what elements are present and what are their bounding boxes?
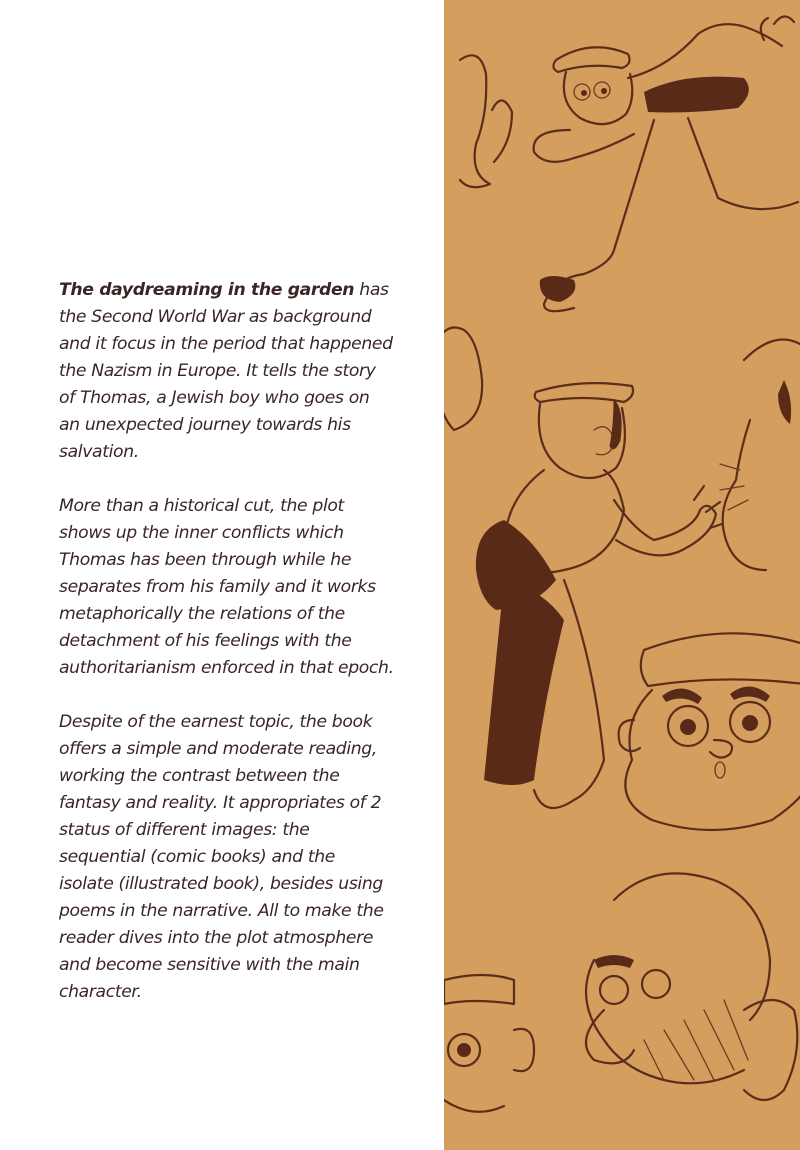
partial-boy-face-sketch bbox=[444, 975, 534, 1112]
paragraph-intro bbox=[59, 277, 394, 466]
boy-face-sketch bbox=[619, 633, 800, 830]
sketch-drawing bbox=[444, 0, 800, 1150]
book-title: The daydreaming in the garden bbox=[59, 280, 355, 300]
paragraph-intro-text: has the Second World War as background and it focus in the period that happened the Nazism in Europe. It tells the story of Thomas, a Jewish boy who goes on an unexpected journey towards his salvation. bbox=[59, 280, 393, 462]
running-boy-sketch bbox=[460, 16, 798, 311]
paragraph-style: Despite of the earnest topic, the book offers a simple and moderate reading, working the contrast between the fantasy and reality. It appropriates of 2 status of different images: the sequential (comic books) and the isolate (illustrated book), besides using poems in the narrative. All to make the reader dives into the plot atmosphere and become sensitive with the main character. bbox=[59, 712, 384, 1002]
old-man-sketch bbox=[586, 873, 797, 1100]
old-bird-sketch bbox=[720, 340, 800, 570]
book-description bbox=[59, 277, 394, 1033]
boy-in-cap-sketch bbox=[444, 328, 722, 809]
paragraph-plot: More than a historical cut, the plot shows up the inner conflicts which Thomas has been through while he separates from his family and it works metaphorically the relations of the detachment of his feelings with the authoritarianism enforced in that epoch. bbox=[59, 496, 394, 678]
character-sketch-illustration bbox=[444, 0, 800, 1150]
